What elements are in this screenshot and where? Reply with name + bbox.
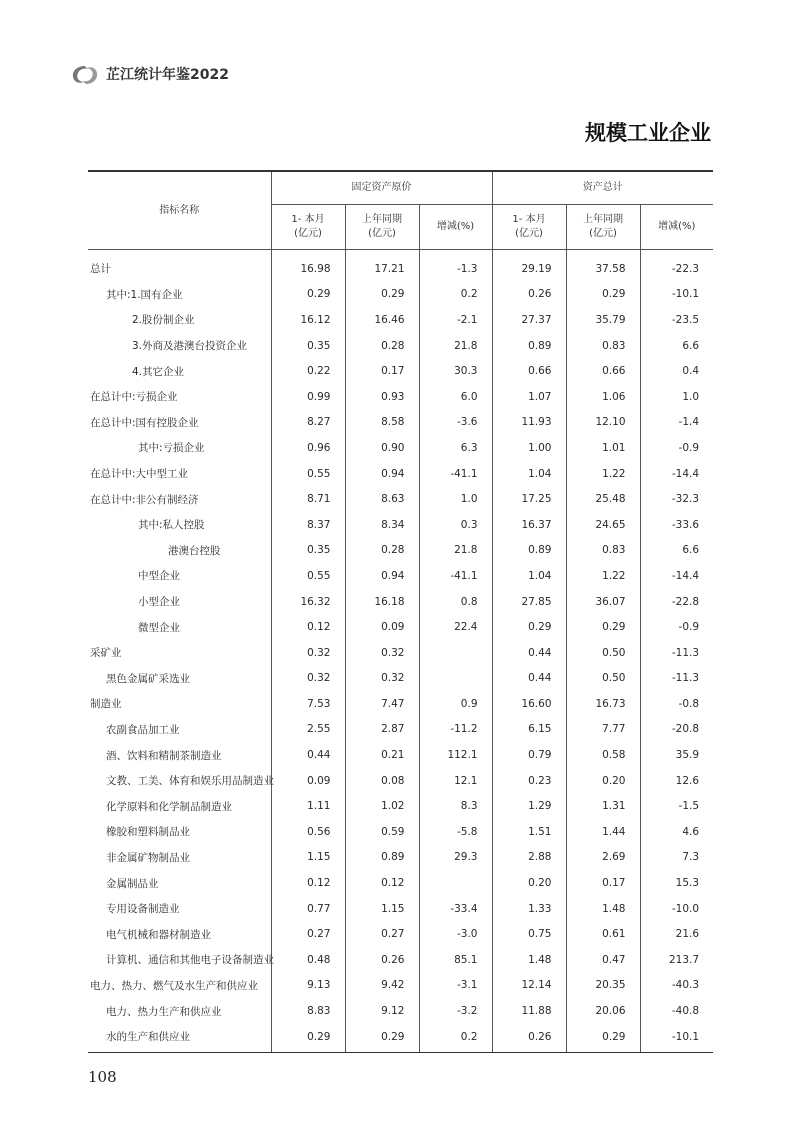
value-cell: 9.42 xyxy=(345,973,419,999)
value-cell: 8.37 xyxy=(271,512,345,538)
value-cell: 1.0 xyxy=(419,486,492,512)
value-cell: 1.06 xyxy=(566,384,640,410)
value-cell: 0.20 xyxy=(566,768,640,794)
row-label: 在总计中:亏损企业 xyxy=(88,384,271,410)
value-cell: -3.6 xyxy=(419,410,492,436)
value-cell: -32.3 xyxy=(671,493,700,506)
value-cell: 36.07 xyxy=(566,589,640,615)
value-cell: 0.21 xyxy=(345,742,419,768)
value-cell: -10.1 xyxy=(640,1024,713,1053)
column-header xyxy=(640,205,713,250)
value-cell: 0.8 xyxy=(419,589,492,615)
row-label: 黑色金属矿采选业 xyxy=(88,666,271,692)
value-cell: 0.29 xyxy=(271,1024,345,1053)
value-cell: 16.37 xyxy=(492,512,566,538)
row-label: 金属制品业 xyxy=(88,870,271,896)
table-row xyxy=(88,333,713,359)
value-cell: 85.1 xyxy=(419,947,492,973)
row-label: 农副食品加工业 xyxy=(88,717,271,743)
value-cell: 29.19 xyxy=(492,250,566,282)
value-cell: 16.46 xyxy=(345,307,419,333)
value-cell: -20.8 xyxy=(671,723,700,736)
row-label: 4.其它企业 xyxy=(88,358,271,384)
value-cell: 0.50 xyxy=(566,640,640,666)
value-cell: 0.35 xyxy=(271,333,345,359)
table-row xyxy=(88,998,713,1024)
value-cell: 20.35 xyxy=(566,973,640,999)
value-cell: 11.93 xyxy=(492,410,566,436)
value-cell: 1.00 xyxy=(492,435,566,461)
value-cell: -2.1 xyxy=(419,307,492,333)
value-cell: 0.28 xyxy=(345,333,419,359)
value-cell: 30.3 xyxy=(419,358,492,384)
value-cell: 6.15 xyxy=(492,717,566,743)
row-label: 专用设备制造业 xyxy=(88,896,271,922)
row-label: 水的生产和供应业 xyxy=(88,1024,271,1053)
value-cell: -14.4 xyxy=(671,467,700,480)
value-cell: 0.29 xyxy=(566,282,640,308)
value-cell: 213.7 xyxy=(668,953,700,966)
value-cell xyxy=(419,640,492,666)
value-cell: 0.08 xyxy=(345,768,419,794)
value-cell: 0.32 xyxy=(271,640,345,666)
value-cell: 0.66 xyxy=(492,358,566,384)
value-cell: -23.5 xyxy=(671,313,700,326)
value-cell: 0.48 xyxy=(271,947,345,973)
table-row xyxy=(88,896,713,922)
table-row xyxy=(88,973,713,999)
value-cell: 0.29 xyxy=(566,1024,640,1053)
value-cell: 0.29 xyxy=(492,614,566,640)
row-label: 在总计中:非公有制经济 xyxy=(88,486,271,512)
value-cell: 21.6 xyxy=(675,928,700,941)
yearbook-swirl-logo-icon xyxy=(70,63,100,87)
value-cell: 16.98 xyxy=(271,250,345,282)
value-cell: 17.21 xyxy=(345,250,419,282)
row-label: 酒、饮料和精制茶制造业 xyxy=(88,742,271,768)
value-cell: 0.66 xyxy=(566,358,640,384)
value-cell: 16.32 xyxy=(271,589,345,615)
column-header-line: 上年同期 xyxy=(583,214,623,225)
value-cell: 0.4 xyxy=(682,365,700,378)
value-cell: 0.2 xyxy=(419,282,492,308)
table-row xyxy=(88,870,713,896)
value-cell: 8.63 xyxy=(345,486,419,512)
value-cell: -33.6 xyxy=(671,518,700,531)
value-cell: 9.12 xyxy=(345,998,419,1024)
value-cell: 1.31 xyxy=(566,793,640,819)
row-label: 非金属矿物制品业 xyxy=(88,845,271,871)
total-assets-group-header: 资产总计 xyxy=(492,171,713,205)
value-cell: 0.89 xyxy=(345,845,419,871)
value-cell: 0.26 xyxy=(492,1024,566,1053)
value-cell: 1.15 xyxy=(345,896,419,922)
row-label: 总计 xyxy=(88,250,271,282)
value-cell: 4.6 xyxy=(682,825,700,838)
table-row xyxy=(88,947,713,973)
value-cell: 0.29 xyxy=(345,1024,419,1053)
value-cell: -22.8 xyxy=(671,595,700,608)
value-cell: 7.77 xyxy=(566,717,640,743)
table-row xyxy=(88,742,713,768)
column-header xyxy=(345,205,419,250)
value-cell: 1.29 xyxy=(492,793,566,819)
value-cell: 8.27 xyxy=(271,410,345,436)
table-row xyxy=(88,435,713,461)
value-cell: 2.87 xyxy=(345,717,419,743)
row-label: 电气机械和器材制造业 xyxy=(88,921,271,947)
value-cell: -10.1 xyxy=(671,288,700,301)
value-cell: 0.20 xyxy=(492,870,566,896)
row-label: 2.股份制企业 xyxy=(88,307,271,333)
value-cell: -22.3 xyxy=(671,262,700,275)
value-cell: 0.9 xyxy=(419,691,492,717)
book-title: 芷江统计年鉴2022 xyxy=(106,67,229,83)
table-row xyxy=(88,691,713,717)
value-cell: 2.69 xyxy=(566,845,640,871)
value-cell: 1.44 xyxy=(566,819,640,845)
table-row xyxy=(88,512,713,538)
value-cell: 21.8 xyxy=(419,333,492,359)
value-cell: 0.56 xyxy=(271,819,345,845)
page-number: 108 xyxy=(88,1068,117,1086)
value-cell: 8.71 xyxy=(271,486,345,512)
row-label: 在总计中:大中型工业 xyxy=(88,461,271,487)
value-cell: 0.79 xyxy=(492,742,566,768)
value-cell: 27.37 xyxy=(492,307,566,333)
value-cell: 0.83 xyxy=(566,538,640,564)
value-cell: -11.2 xyxy=(419,717,492,743)
table-row xyxy=(88,538,713,564)
row-label: 3.外商及港澳台投资企业 xyxy=(88,333,271,359)
value-cell: 0.09 xyxy=(271,768,345,794)
value-cell: 16.12 xyxy=(271,307,345,333)
value-cell: 112.1 xyxy=(419,742,492,768)
value-cell: 0.26 xyxy=(492,282,566,308)
row-label: 其中:亏损企业 xyxy=(88,435,271,461)
value-cell: 12.14 xyxy=(492,973,566,999)
value-cell: 6.3 xyxy=(419,435,492,461)
row-label: 制造业 xyxy=(88,691,271,717)
value-cell: 16.73 xyxy=(566,691,640,717)
value-cell: 1.01 xyxy=(566,435,640,461)
value-cell: 0.44 xyxy=(492,666,566,692)
value-cell: 8.83 xyxy=(271,998,345,1024)
value-cell: 0.35 xyxy=(271,538,345,564)
value-cell: 0.93 xyxy=(345,384,419,410)
value-cell: -1.3 xyxy=(419,250,492,282)
value-cell: 1.04 xyxy=(492,461,566,487)
value-cell xyxy=(419,666,492,692)
value-cell: 16.60 xyxy=(492,691,566,717)
value-cell: -14.4 xyxy=(671,569,700,582)
value-cell: 35.9 xyxy=(675,749,700,762)
value-cell: 0.2 xyxy=(419,1024,492,1053)
value-cell: 0.50 xyxy=(566,666,640,692)
row-label: 港澳台控股 xyxy=(88,538,271,564)
value-cell: 0.29 xyxy=(566,614,640,640)
value-cell: 0.99 xyxy=(271,384,345,410)
value-cell: 6.6 xyxy=(682,339,700,352)
value-cell: -1.4 xyxy=(678,416,700,429)
value-cell: 17.25 xyxy=(492,486,566,512)
value-cell: 12.10 xyxy=(566,410,640,436)
value-cell: -41.1 xyxy=(419,563,492,589)
table-row xyxy=(88,640,713,666)
value-cell: -10.0 xyxy=(671,902,700,915)
value-cell: 0.22 xyxy=(271,358,345,384)
value-cell: 8.34 xyxy=(345,512,419,538)
value-cell: 1.48 xyxy=(566,896,640,922)
value-cell: -3.1 xyxy=(419,973,492,999)
value-cell: -0.8 xyxy=(678,697,700,710)
row-label: 化学原料和化学制品制造业 xyxy=(88,793,271,819)
table-row xyxy=(88,717,713,743)
value-cell: 0.23 xyxy=(492,768,566,794)
table-row xyxy=(88,410,713,436)
value-cell: 1.02 xyxy=(345,793,419,819)
column-header-line: (亿元) xyxy=(515,228,543,239)
table-row xyxy=(88,1024,713,1053)
value-cell: -41.1 xyxy=(419,461,492,487)
value-cell: 37.58 xyxy=(566,250,640,282)
value-cell: 0.55 xyxy=(271,461,345,487)
value-cell: 1.22 xyxy=(566,461,640,487)
value-cell: 6.0 xyxy=(419,384,492,410)
value-cell: -11.3 xyxy=(671,646,700,659)
value-cell: 0.28 xyxy=(345,538,419,564)
table-row xyxy=(88,921,713,947)
value-cell: 27.85 xyxy=(492,589,566,615)
table-row xyxy=(88,768,713,794)
column-header-line: 1- 本月 xyxy=(512,214,546,225)
value-cell: 0.94 xyxy=(345,563,419,589)
value-cell: 1.48 xyxy=(492,947,566,973)
table-row xyxy=(88,563,713,589)
value-cell: -3.0 xyxy=(419,921,492,947)
value-cell: 1.0 xyxy=(682,390,700,403)
row-label: 其中:1.国有企业 xyxy=(88,282,271,308)
column-header-line: 上年同期 xyxy=(362,214,402,225)
table-row xyxy=(88,845,713,871)
value-cell: 2.88 xyxy=(492,845,566,871)
value-cell: 35.79 xyxy=(566,307,640,333)
row-label: 橡胶和塑料制品业 xyxy=(88,819,271,845)
value-cell: -40.8 xyxy=(671,1005,700,1018)
value-cell: 1.07 xyxy=(492,384,566,410)
statistics-table xyxy=(88,170,713,1053)
value-cell: -33.4 xyxy=(419,896,492,922)
value-cell: -5.8 xyxy=(419,819,492,845)
value-cell: 0.90 xyxy=(345,435,419,461)
value-cell: -0.9 xyxy=(678,621,700,634)
table-row xyxy=(88,614,713,640)
value-cell: 0.47 xyxy=(566,947,640,973)
value-cell: 16.18 xyxy=(345,589,419,615)
value-cell: 0.44 xyxy=(271,742,345,768)
column-header-line: (亿元) xyxy=(294,228,322,239)
row-label: 其中:私人控股 xyxy=(88,512,271,538)
value-cell: 0.27 xyxy=(271,921,345,947)
value-cell: 1.51 xyxy=(492,819,566,845)
column-header xyxy=(271,205,345,250)
value-cell xyxy=(419,870,492,896)
column-header-line: 1- 本月 xyxy=(291,214,325,225)
value-cell: 0.83 xyxy=(566,333,640,359)
value-cell: 0.94 xyxy=(345,461,419,487)
table-row xyxy=(88,358,713,384)
value-cell: 0.27 xyxy=(345,921,419,947)
column-header-line: 增减(%) xyxy=(658,221,696,232)
row-label: 中型企业 xyxy=(88,563,271,589)
column-header xyxy=(492,205,566,250)
row-label: 电力、热力、燃气及水生产和供应业 xyxy=(88,973,271,999)
value-cell: 9.13 xyxy=(271,973,345,999)
value-cell: 0.61 xyxy=(566,921,640,947)
value-cell: 25.48 xyxy=(566,486,640,512)
row-label: 在总计中:国有控股企业 xyxy=(88,410,271,436)
value-cell: 7.47 xyxy=(345,691,419,717)
value-cell: 12.1 xyxy=(419,768,492,794)
table-row xyxy=(88,384,713,410)
value-cell: 15.3 xyxy=(675,877,700,890)
table-row xyxy=(88,486,713,512)
value-cell: 0.29 xyxy=(271,282,345,308)
table-row xyxy=(88,589,713,615)
value-cell: 0.89 xyxy=(492,538,566,564)
value-cell: 1.11 xyxy=(271,793,345,819)
value-cell: 2.55 xyxy=(271,717,345,743)
row-label: 文教、工美、体育和娱乐用品制造业 xyxy=(88,768,271,794)
value-cell: 0.96 xyxy=(271,435,345,461)
value-cell: 12.6 xyxy=(675,774,700,787)
value-cell: 1.33 xyxy=(492,896,566,922)
row-label: 小型企业 xyxy=(88,589,271,615)
value-cell: 0.12 xyxy=(345,870,419,896)
value-cell: 0.3 xyxy=(419,512,492,538)
value-cell: 0.12 xyxy=(271,614,345,640)
value-cell: 21.8 xyxy=(419,538,492,564)
value-cell: 6.6 xyxy=(682,544,700,557)
value-cell: 0.59 xyxy=(345,819,419,845)
value-cell: 11.88 xyxy=(492,998,566,1024)
column-header-line: (亿元) xyxy=(589,228,617,239)
table-row xyxy=(88,307,713,333)
fixed-assets-group-header: 固定资产原价 xyxy=(271,171,492,205)
row-label: 微型企业 xyxy=(88,614,271,640)
row-label: 电力、热力生产和供应业 xyxy=(88,998,271,1024)
value-cell: 0.32 xyxy=(345,640,419,666)
value-cell: 1.15 xyxy=(271,845,345,871)
value-cell: 0.75 xyxy=(492,921,566,947)
column-header xyxy=(419,205,492,250)
table-row xyxy=(88,666,713,692)
value-cell: 0.89 xyxy=(492,333,566,359)
column-header xyxy=(566,205,640,250)
row-label: 计算机、通信和其他电子设备制造业 xyxy=(88,947,271,973)
value-cell: -3.2 xyxy=(419,998,492,1024)
table-row xyxy=(88,282,713,308)
value-cell: 0.17 xyxy=(345,358,419,384)
value-cell: 7.53 xyxy=(271,691,345,717)
value-cell: -11.3 xyxy=(671,672,700,685)
value-cell: 7.3 xyxy=(682,851,700,864)
value-cell: 0.17 xyxy=(566,870,640,896)
value-cell: 0.58 xyxy=(566,742,640,768)
value-cell: 0.09 xyxy=(345,614,419,640)
value-cell: 0.12 xyxy=(271,870,345,896)
value-cell: 0.32 xyxy=(271,666,345,692)
value-cell: 1.22 xyxy=(566,563,640,589)
table-row xyxy=(88,793,713,819)
value-cell: -40.3 xyxy=(671,979,700,992)
value-cell: -1.5 xyxy=(678,800,700,813)
table-row xyxy=(88,250,713,282)
value-cell: 8.3 xyxy=(419,793,492,819)
value-cell: 0.55 xyxy=(271,563,345,589)
value-cell: 0.77 xyxy=(271,896,345,922)
value-cell: 0.29 xyxy=(345,282,419,308)
value-cell: 20.06 xyxy=(566,998,640,1024)
value-cell: -0.9 xyxy=(678,441,700,454)
column-header-line: 增减(%) xyxy=(436,221,475,232)
value-cell: 1.04 xyxy=(492,563,566,589)
table-row xyxy=(88,461,713,487)
table-body xyxy=(88,250,713,1053)
column-header-line: (亿元) xyxy=(368,228,396,239)
value-cell: 22.4 xyxy=(419,614,492,640)
value-cell: 29.3 xyxy=(419,845,492,871)
value-cell: 0.26 xyxy=(345,947,419,973)
section-title: 规模工业企业 xyxy=(585,121,711,145)
value-cell: 0.32 xyxy=(345,666,419,692)
indicator-name-header: 指标名称 xyxy=(88,171,271,250)
row-label: 采矿业 xyxy=(88,640,271,666)
value-cell: 24.65 xyxy=(566,512,640,538)
table-row xyxy=(88,819,713,845)
value-cell: 0.44 xyxy=(492,640,566,666)
value-cell: 8.58 xyxy=(345,410,419,436)
